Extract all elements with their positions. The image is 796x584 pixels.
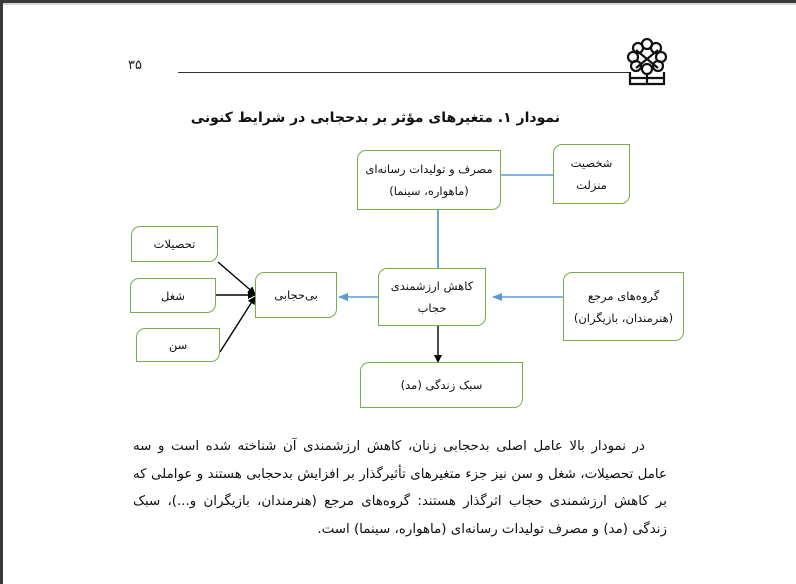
node-personality-status (553, 144, 630, 204)
node-age-label: سن (168, 338, 188, 352)
node-media-consumption (357, 150, 501, 210)
node-value-reduction (378, 268, 486, 326)
node-job-label: شغل (161, 288, 185, 303)
node-personality-line2: منزلت (576, 178, 607, 192)
node-reference-groups-line1: گروه‌های مرجع (587, 288, 660, 303)
node-unveiling (255, 272, 337, 318)
node-lifestyle-label: سبک زندگی (مد) (400, 378, 483, 392)
node-job (130, 278, 216, 313)
arrow-age-to-unveiling (220, 297, 255, 352)
node-education (131, 226, 218, 262)
node-media-line2: (ماهواره، سینما) (389, 184, 469, 198)
node-value-reduction-line2: حجاب (417, 301, 447, 315)
node-value-reduction-line1: کاهش ارزشمندی (390, 279, 474, 293)
node-reference-groups-line2: (هنرمندان، بازیگران) (573, 310, 674, 325)
body-paragraph-text: در نمودار بالا عامل اصلی بدحجابی زنان، کاهش ارزشمندی آن شناخته شده است و سه عامل تحصیلات، شغل و سن نیز جزء متغیرهای تأثیرگذار بر افزایش بدحجابی هستند و عواملی که بر کاهش ارزشمندی حجاب اثرگذار هستند: گروه‌های مرجع (هنرمندان، بازیگران و...)، سبک زندگی (مد) و مصرف تولیدات رسانه‌ای (ماهواره، سینما) است. (133, 439, 667, 537)
node-personality-line1: شخصیت (570, 156, 613, 170)
node-unveiling-label: بی‌حجابی (274, 288, 318, 302)
node-reference-groups (563, 272, 684, 341)
page-number: ۳۵ (128, 58, 142, 73)
node-media-line1: مصرف و تولیدات رسانه‌ای (365, 162, 493, 176)
body-paragraph (133, 433, 667, 543)
node-lifestyle (360, 362, 523, 408)
node-education-label: تحصیلات (153, 237, 196, 251)
node-age (136, 328, 220, 362)
arrow-education-to-unveiling (218, 262, 255, 294)
figure-title: نمودار ۱. متغیرهای مؤثر بر بدحجابی در شرایط کنونی (190, 110, 560, 126)
